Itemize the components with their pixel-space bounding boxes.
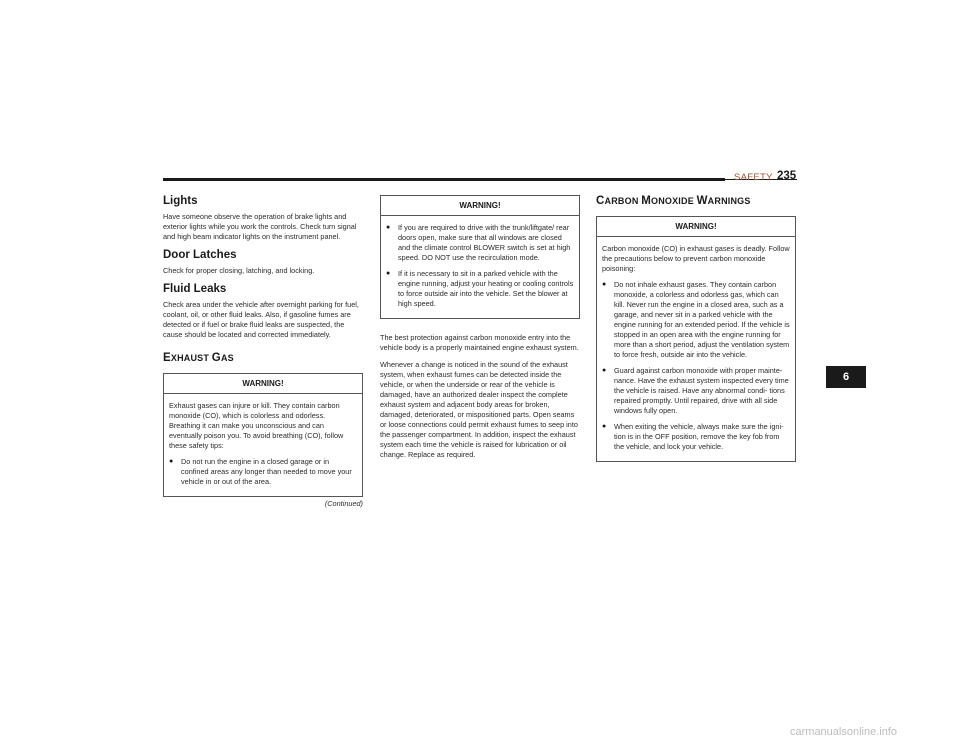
- door-latches-text: Check for proper closing, latching, and locking.: [163, 266, 315, 275]
- lights-heading: Lights: [163, 195, 198, 207]
- protection-paragraph: The best protection against carbon monoxide entry into the vehicle body is a properly maintained engine exhaust system.: [380, 333, 579, 352]
- list-item: ● Guard against carbon monoxide with proper mainte- nance. Have the exhaust system inspected every time the vehicle is raised. Have any abnormal condi- tions repaired promptly. Until repaired, drive with all side windows fully open.: [602, 366, 789, 415]
- bullet-icon: ●: [602, 423, 607, 430]
- page-number: 235: [777, 170, 797, 182]
- exhaust-warning-box: [163, 373, 363, 497]
- exhaust-warning-continued-box: [380, 195, 580, 319]
- chapter-tab: 6: [826, 366, 866, 388]
- carbon-monoxide-warning-box: [596, 216, 796, 462]
- fluid-leaks-heading: Fluid Leaks: [163, 283, 227, 295]
- column-middle: [380, 195, 580, 467]
- list-item: ● Do not inhale exhaust gases. They contain carbon monoxide, a colorless and odorless gas, which can kill. Never run the engine in a closed area, such as a garage, and never sit in a parked vehicle with the engine running for an extended period. If the vehicle is stopped in an open area with the engine running for more than a short period, adjust the ventilation system to force fresh, outside air into the vehicle.: [602, 280, 790, 359]
- list-item: ● If you are required to drive with the trunk/liftgate/ rear doors open, make sure that all windows are closed and the climate control BLOWER switch is set at high speed. DO NOT use the recirculation mode.: [386, 223, 571, 262]
- section-title: SAFETY: [734, 172, 773, 183]
- header-rule: [163, 178, 725, 181]
- door-latches-heading: Door Latches: [163, 249, 237, 261]
- warning-intro: Exhaust gases can injure or kill. They contain carbon monoxide (CO), which is colorless and odorless. Breathing it can make you unconscious and can eventually poison you. To avoid breathing (CO), follow these safety tips:: [169, 401, 344, 450]
- column-left: [163, 195, 363, 508]
- bullet-icon: ●: [386, 270, 391, 277]
- bullet-icon: ●: [386, 224, 391, 231]
- exhaust-gas-heading: EXHAUST GAS: [163, 352, 234, 364]
- fluid-leaks-text: Check area under the vehicle after overnight parking for fuel, coolant, oil, or other fluid leaks. Also, if gasoline fumes are detected or if fuel or brake fluid leaks are suspected, the cause should be located and corrected immediately.: [163, 300, 359, 339]
- inspection-paragraph: Whenever a change is noticed in the sound of the exhaust system, when exhaust fumes can be detected inside the vehicle, or when the underside or rear of the vehicle is damaged, have an authorized dealer inspect the complete exhaust system and adjacent body areas for broken, damaged, deteriorated, or mispositioned parts. Open seams or loose connections could permit exhaust fumes to seep into the passenger compartment. In addition, inspect the exhaust system each time the vehicle is raised for lubrication or oil change. Replace as required.: [380, 360, 578, 459]
- bullet-icon: ●: [169, 458, 174, 465]
- warning-title: WARNING!: [381, 196, 579, 216]
- carbon-monoxide-heading: CARBON MONOXIDE WARNINGS: [596, 195, 751, 207]
- warning-intro: Carbon monoxide (CO) in exhaust gases is deadly. Follow the precautions below to prevent carbon monoxide poisoning:: [602, 244, 790, 273]
- warning-title: WARNING!: [164, 374, 362, 394]
- continued-label: (Continued): [324, 499, 363, 508]
- list-item: ● If it is necessary to sit in a parked vehicle with the engine running, adjust your heating or cooling controls to force outside air into the vehicle. Set the blower at high speed.: [386, 269, 574, 308]
- list-item: ● When exiting the vehicle, always make sure the igni- tion is in the OFF position, remove the key fob from the vehicle, and lock your vehicle.: [602, 422, 784, 451]
- bullet-icon: ●: [602, 281, 607, 288]
- column-right: [596, 195, 796, 462]
- lights-text: Have someone observe the operation of brake lights and exterior lights while you work the controls. Check turn signal and high beam indicator lights on the instrument panel.: [163, 212, 357, 241]
- warning-title: WARNING!: [597, 217, 795, 237]
- watermark: carmanualsonline.info: [790, 726, 898, 738]
- bullet-icon: ●: [602, 367, 607, 374]
- list-item: ● Do not run the engine in a closed garage or in confined areas any longer than needed to move your vehicle in or out of the area.: [169, 457, 352, 486]
